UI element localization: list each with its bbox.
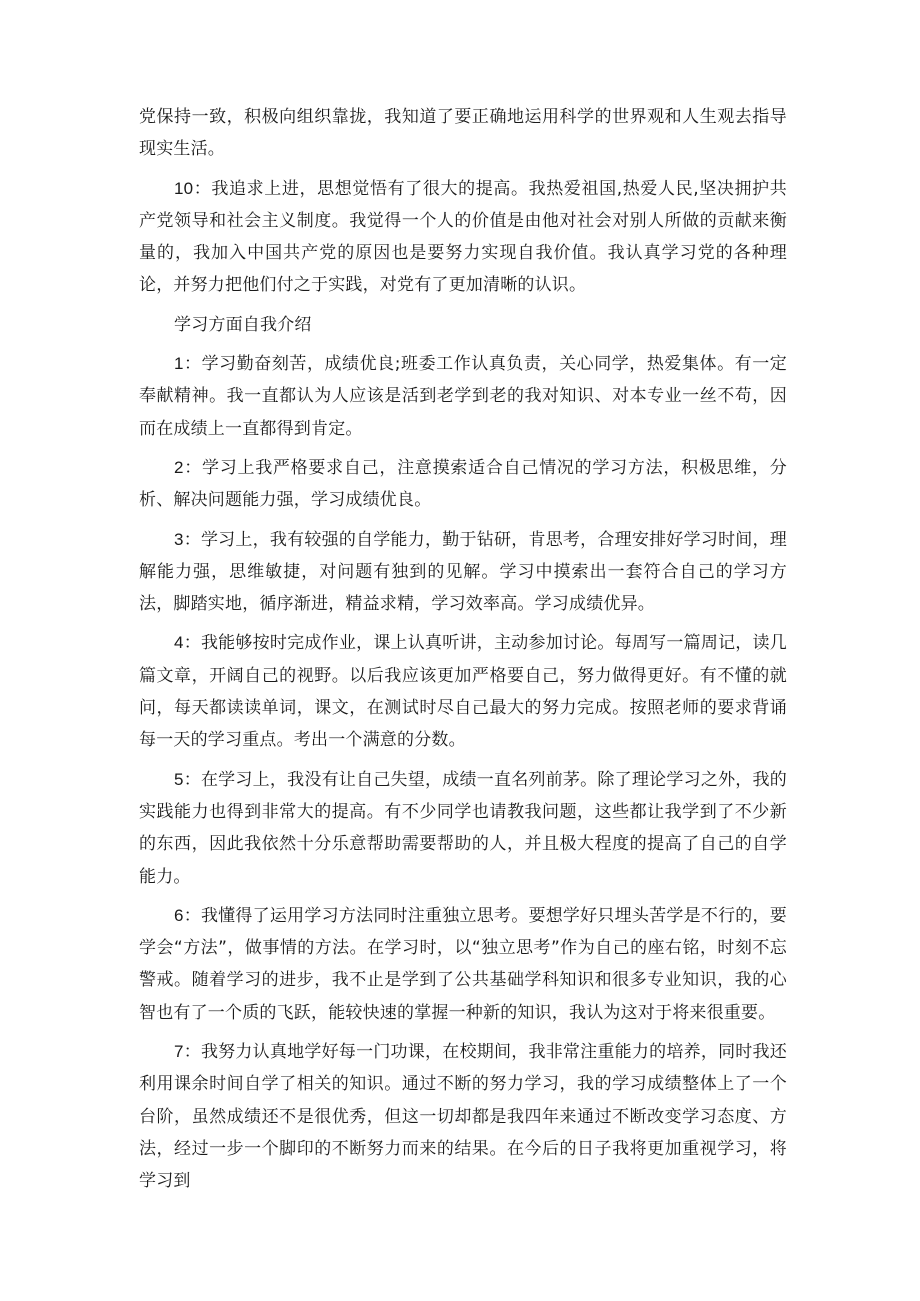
paragraph-number: 10： bbox=[174, 178, 212, 198]
item-text: 我懂得了运用学习方法同时注重独立思考。要想学好只埋头苦学是不行的，要学会“方法”，做事情的方法。在学习时，以“独立思考”作为自己的座右铭，时刻不忘警戒。随着学习的进步，我不止是学到了公共基础学科知识和很多专业知识，我的心智也有了一个质的飞跃，能较快速的掌握一种新的知识，我认为这对于将来很重要。 bbox=[139, 905, 787, 1023]
item-text: 学习勤奋刻苦，成绩优良;班委工作认真负责，关心同学，热爱集体。有一定奉献精神。我一直都认为人应该是活到老学到老的我对知识、对本专业一丝不苟，因而在成绩上一直都得到肯定。 bbox=[139, 354, 787, 439]
list-item bbox=[139, 900, 787, 1029]
list-item bbox=[139, 452, 787, 517]
item-text: 学习上，我有较强的自学能力，勤于钻研，肯思考，合理安排好学习时间，理解能力强，思维敏捷，对问题有独到的见解。学习中摸索出一套符合自己的学习方法，脚踏实地，循序渐进，精益求精，学习效率高。学习成绩优异。 bbox=[139, 529, 787, 615]
list-item bbox=[139, 764, 787, 893]
item-number: 3： bbox=[174, 529, 201, 549]
item-number: 2： bbox=[174, 457, 202, 477]
list-item bbox=[139, 1036, 787, 1197]
paragraph-10 bbox=[139, 173, 787, 302]
list-item bbox=[139, 348, 787, 445]
item-text: 在学习上，我没有让自己失望，成绩一直名列前茅。除了理论学习之外，我的实践能力也得到非常大的提高。有不少同学也请教我问题，这些都让我学到了不少新的东西，因此我依然十分乐意帮助需要帮助的人，并且极大程度的提高了自己的自学能力。 bbox=[139, 769, 787, 887]
item-number: 6： bbox=[174, 905, 201, 925]
item-text: 我能够按时完成作业，课上认真听讲，主动参加讨论。每周写一篇周记，读几篇文章，开阔自己的视野。以后我应该更加严格要自己，努力做得更好。有不懂的就问，每天都读读单词，课文，在测试时尽自己最大的努力完成。按照老师的要求背诵每一天的学习重点。考出一个满意的分数。 bbox=[139, 633, 787, 751]
item-number: 1： bbox=[174, 354, 202, 374]
list-item bbox=[139, 627, 787, 756]
item-number: 7： bbox=[174, 1042, 201, 1062]
paragraph-text: 党保持一致，积极向组织靠拢，我知道了要正确地运用科学的世界观和人生观去指导现实生活。 bbox=[139, 107, 787, 160]
item-number: 4： bbox=[174, 633, 201, 653]
item-text: 学习上我严格要求自己，注意摸索适合自己情况的学习方法，积极思维，分析、解决问题能力强，学习成绩优良。 bbox=[139, 457, 787, 511]
item-text: 我努力认真地学好每一门功课，在校期间，我非常注重能力的培养，同时我还利用课余时间自学了相关的知识。通过不断的努力学习，我的学习成绩整体上了一个台阶，虽然成绩还不是很优秀，但这一切却都是我四年来通过不断改变学习态度、方法，经过一步一个脚印的不断努力而来的结果。在今后的日子我将更加重视学习，将学习到 bbox=[139, 1042, 787, 1192]
document-body bbox=[139, 101, 787, 1205]
paragraph-continuation bbox=[139, 101, 787, 166]
paragraph-text: 我追求上进，思想觉悟有了很大的提高。我热爱祖国,热爱人民,坚决拥护共产党领导和社会主义制度。我觉得一个人的价值是由他对社会对别人所做的贡献来衡量的，我加入中国共产党的原因也是要努力实现自我价值。我认真学习党的各种理论，并努力把他们付之于实践，对党有了更加清晰的认识。 bbox=[139, 178, 787, 296]
list-item bbox=[139, 524, 787, 621]
item-number: 5： bbox=[174, 769, 201, 789]
section-title: 学习方面自我介绍 bbox=[174, 314, 312, 335]
